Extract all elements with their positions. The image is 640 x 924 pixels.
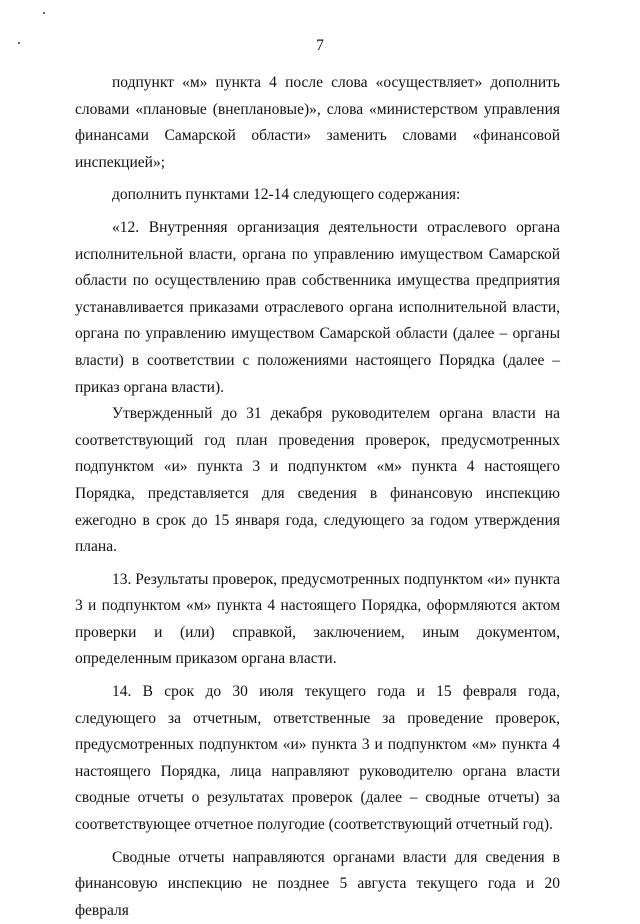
page-number: 7 <box>316 37 324 54</box>
paragraph-point-12: «12. Внутренняя организация деятельности отраслевого органа исполнительной власти, органа по управлению имуществом Самарской области по осуществлению прав собственника имущества предприятия устанавливается приказами отраслевого органа исполнительной власти, органа по управлению имуществом Самарской области (далее – органы власти) в соответствии с положениями настоящего Порядка (далее – приказ органа власти). <box>75 218 560 396</box>
paragraph-point-13: 13. Результаты проверок, предусмотренных подпунктом «и» пункта 3 и подпунктом «м» пункта 4 настоящего Порядка, оформляются актом проверки и (или) справкой, заключением, иным документом, определенным приказом органа власти. <box>75 570 560 668</box>
paragraph-plan-approval: Утвержденный до 31 декабря руководителем органа власти на соответствующий год план проведения проверок, предусмотренных подпунктом «и» пункта 3 и подпунктом «м» пункта 4 настоящего Порядка, представляется для сведения в финансовую инспекцию ежегодно в срок до 15 января года, следующего за годом утверждения плана. <box>75 405 560 556</box>
paragraph-summary-reports: Сводные отчеты направляются органами власти для сведения в финансовую инспекцию не позднее 5 августа текущего года и 20 февраля <box>75 848 560 919</box>
scan-speck <box>43 12 45 14</box>
paragraph-add-points: дополнить пунктами 12-14 следующего содержания: <box>112 186 461 204</box>
document-body <box>75 70 560 924</box>
paragraph-point-14: 14. В срок до 30 июля текущего года и 15 февраля года, следующего за отчетным, ответственные за проведение проверок, предусмотренных подпунктом «и» пункта 3 и подпунктом «м» пункта 4 настоящего Порядка, лица направляют руководителю органа власти сводные отчеты о результатах проверок (далее – сводные отчеты) за соответствующее отчетное полугодие (соответствующий отчетный год). <box>75 683 560 834</box>
paragraph-subpoint-m: подпункт «м» пункта 4 после слова «осуществляет» дополнить словами «плановые (внеплановые)», слова «министерством управления финансами Самарской области» заменить словами «финансовой инспекцией»; <box>75 74 560 171</box>
